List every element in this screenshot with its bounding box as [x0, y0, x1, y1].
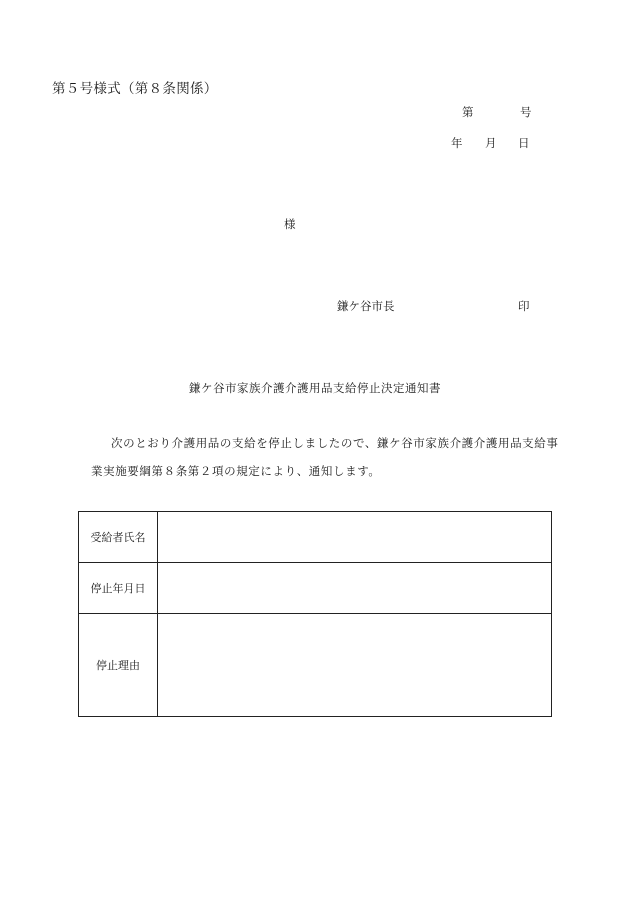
body-text-line-2: 業実施要綱第８条第２項の規定により、通知します。 — [91, 464, 381, 478]
recipient-name-label: 受給者氏名 — [79, 512, 158, 563]
form-number: 第５号様式（第８条関係） — [52, 81, 218, 97]
details-table — [78, 511, 552, 717]
recipient-name-field[interactable] — [158, 512, 552, 563]
stop-reason-label: 停止理由 — [79, 614, 158, 717]
document-title: 鎌ケ谷市家族介護介護用品支給停止決定通知書 — [189, 381, 441, 395]
issuer-mayor: 鎌ケ谷市長 — [337, 299, 395, 313]
stop-date-field[interactable] — [158, 563, 552, 614]
stop-date-label: 停止年月日 — [79, 563, 158, 614]
table-row — [79, 512, 552, 563]
date-month: 月 — [485, 136, 497, 150]
addressee-honorific: 様 — [284, 217, 296, 231]
table-row — [79, 563, 552, 614]
document-number-go: 号 — [520, 105, 532, 119]
body-text-line-1: 次のとおり介護用品の支給を停止しましたので、鎌ケ谷市家族介護介護用品支給事 — [111, 436, 559, 450]
stop-reason-field[interactable] — [158, 614, 552, 717]
date-day: 日 — [518, 136, 530, 150]
table-row — [79, 614, 552, 717]
date-year: 年 — [451, 136, 463, 150]
document-number-dai: 第 — [462, 105, 474, 119]
seal-mark: 印 — [518, 299, 530, 313]
